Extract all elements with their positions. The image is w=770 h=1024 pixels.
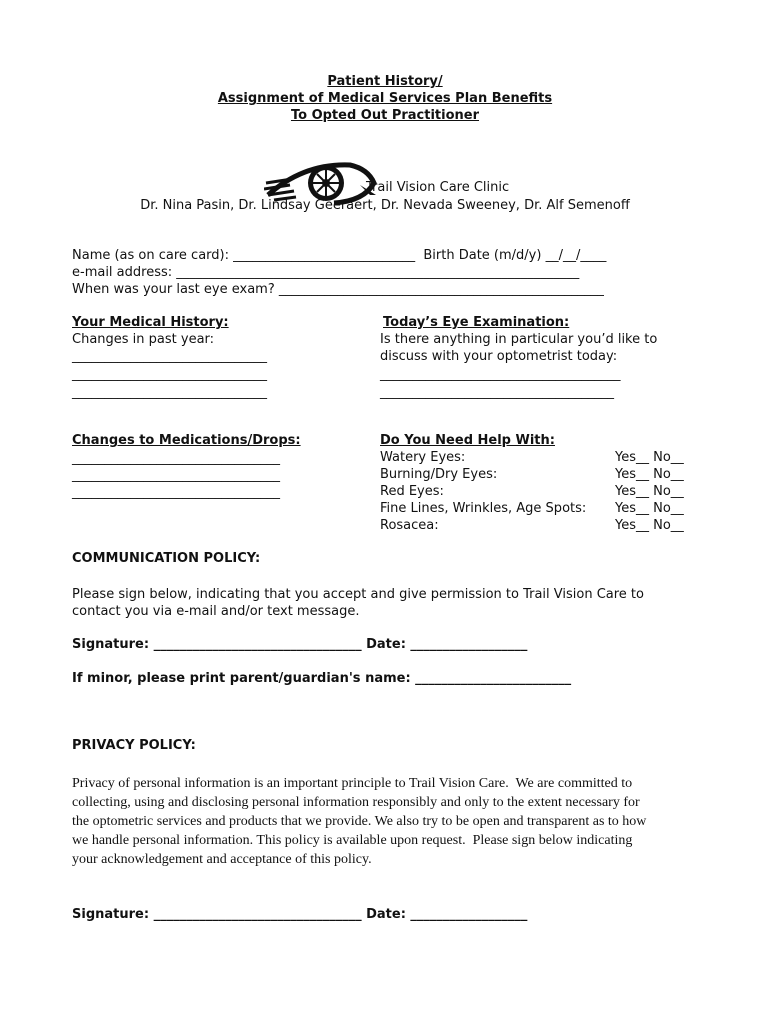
eye-exam-line[interactable]: _____________________________________ bbox=[380, 367, 621, 382]
eye-wheel-logo-icon bbox=[256, 140, 372, 198]
doctors-list: Dr. Nina Pasin, Dr. Lindsay Geeraert, Dr. Nevada Sweeney, Dr. Alf Semenoff bbox=[140, 198, 630, 213]
medical-history-line[interactable]: ______________________________ bbox=[72, 349, 267, 364]
help-item-yes-no[interactable]: Yes__ No__ bbox=[615, 484, 684, 499]
privacy-policy-text bbox=[72, 774, 712, 869]
help-item-label: Burning/Dry Eyes: bbox=[380, 467, 498, 482]
help-item-yes-no[interactable]: Yes__ No__ bbox=[615, 518, 684, 533]
help-item-label: Rosacea: bbox=[380, 518, 439, 533]
help-with-heading: Do You Need Help With: bbox=[380, 433, 555, 448]
privacy-line: collecting, using and disclosing personal information responsibly and only to the extent necessary for bbox=[72, 795, 640, 810]
help-item-yes-no[interactable]: Yes__ No__ bbox=[615, 501, 684, 516]
name-birthdate-line[interactable]: Name (as on care card): ____________________________ Birth Date (m/d/y) __/__/____ bbox=[72, 248, 607, 263]
medications-line[interactable]: ________________________________ bbox=[72, 485, 280, 500]
privacy-policy-heading: PRIVACY POLICY: bbox=[72, 738, 196, 753]
communication-policy-heading: COMMUNICATION POLICY: bbox=[72, 551, 261, 566]
medical-history-line[interactable]: ______________________________ bbox=[72, 385, 267, 400]
guardian-name-line[interactable]: If minor, please print parent/guardian's name: ________________________ bbox=[72, 671, 572, 686]
communication-signature-line[interactable]: Signature: ________________________________ Date: __________________ bbox=[72, 637, 528, 652]
help-item-label: Fine Lines, Wrinkles, Age Spots: bbox=[380, 501, 587, 516]
eye-exam-heading: Today’s Eye Examination: bbox=[383, 315, 570, 330]
communication-policy-text: contact you via e-mail and/or text message. bbox=[72, 604, 360, 619]
medical-history-heading: Your Medical History: bbox=[72, 315, 229, 330]
medications-line[interactable]: ________________________________ bbox=[72, 451, 280, 466]
title-line-3: To Opted Out Practitioner bbox=[290, 108, 480, 123]
medications-heading: Changes to Medications/Drops: bbox=[72, 433, 301, 448]
help-item-label: Red Eyes: bbox=[380, 484, 444, 499]
privacy-line: your acknowledgement and acceptance of this policy. bbox=[72, 852, 372, 867]
email-line[interactable]: e-mail address: ______________________________________________________________ bbox=[72, 265, 580, 280]
title-line-1: Patient History/ bbox=[327, 74, 443, 89]
eye-exam-question: Is there anything in particular you’d like to bbox=[380, 332, 658, 347]
privacy-line: Privacy of personal information is an important principle to Trail Vision Care. We are committed to bbox=[72, 776, 633, 791]
communication-policy-text: Please sign below, indicating that you accept and give permission to Trail Vision Care to bbox=[72, 587, 644, 602]
clinic-name: Trail Vision Care Clinic bbox=[366, 180, 510, 195]
medical-history-line[interactable]: ______________________________ bbox=[72, 367, 267, 382]
eye-exam-line[interactable]: ____________________________________ bbox=[380, 385, 614, 400]
help-item-yes-no[interactable]: Yes__ No__ bbox=[615, 467, 684, 482]
eye-exam-question: discuss with your optometrist today: bbox=[380, 349, 618, 364]
help-item-yes-no[interactable]: Yes__ No__ bbox=[615, 450, 684, 465]
privacy-line: we handle personal information. This policy is available upon request. Please sign below indicating bbox=[72, 833, 633, 848]
last-exam-line[interactable]: When was your last eye exam? __________________________________________________ bbox=[72, 282, 604, 297]
help-item-label: Watery Eyes: bbox=[380, 450, 466, 465]
changes-past-year-label: Changes in past year: bbox=[72, 332, 215, 347]
privacy-line: the optometric services and products that we provide. We also try to be open and transparent as to how bbox=[72, 814, 647, 829]
title-line-2: Assignment of Medical Services Plan Benefits bbox=[217, 91, 553, 106]
privacy-signature-line[interactable]: Signature: ________________________________ Date: __________________ bbox=[72, 907, 528, 922]
medications-line[interactable]: ________________________________ bbox=[72, 468, 280, 483]
